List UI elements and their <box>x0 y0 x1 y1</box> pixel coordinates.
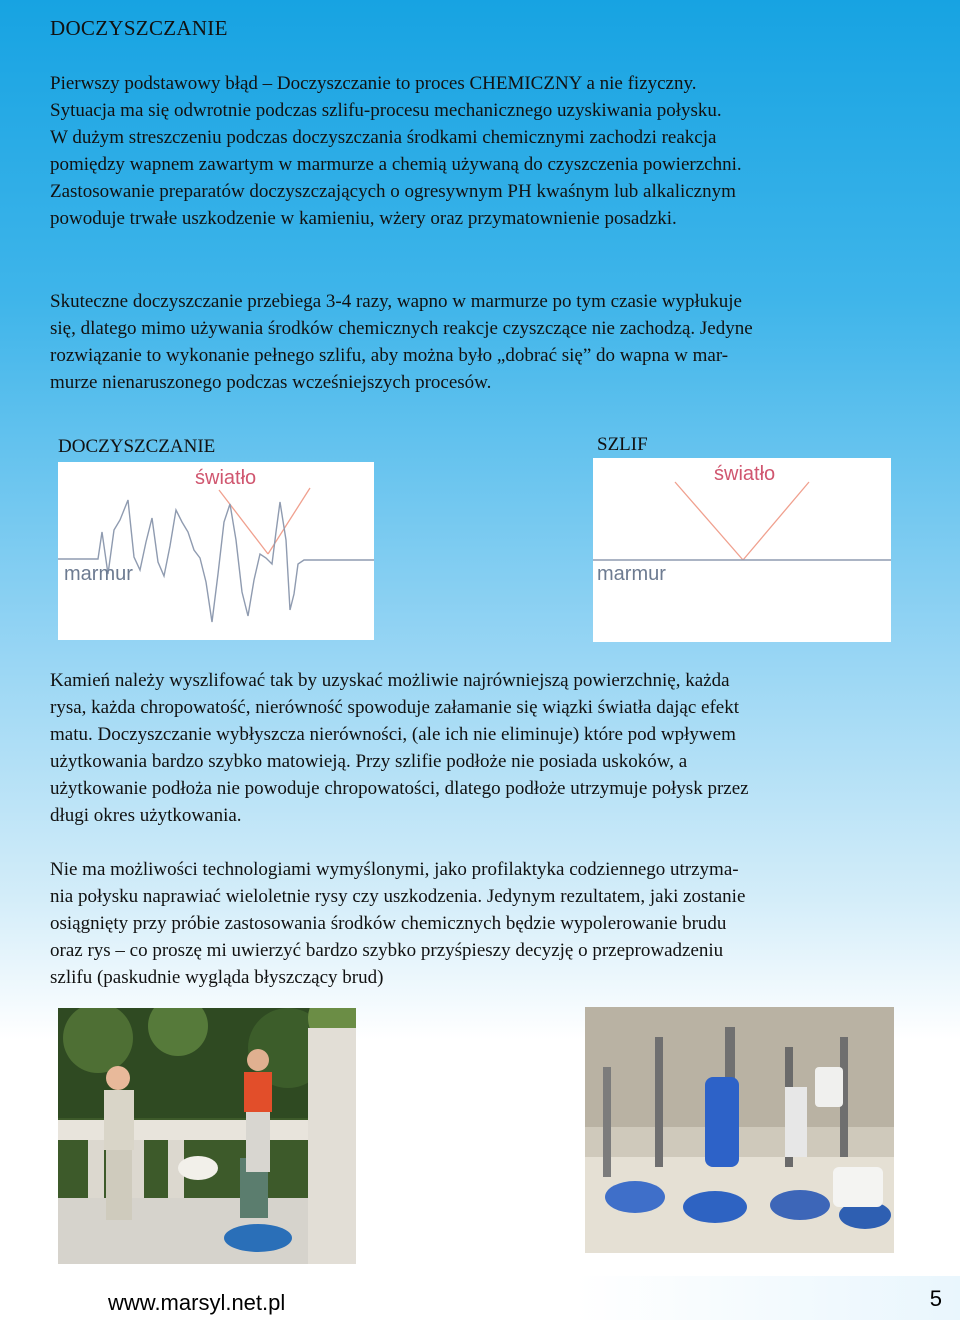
text-line: Kamień należy wyszlifować tak by uzyskać możliwie najrówniejszą powierzchnię, każda <box>50 670 730 691</box>
photo-machines-svg <box>585 1007 894 1253</box>
photo-grinding-machines <box>585 1007 894 1253</box>
text-line: Skuteczne doczyszczanie przebiega 3-4 razy, wapno w marmurze po tym czasie wypłukuje <box>50 291 742 312</box>
incident-ray <box>675 482 743 560</box>
text-line: matu. Doczyszczanie wybłyszcza nierówności, (ale ich nie eliminuje) które pod wpływem <box>50 724 736 745</box>
text-line: osiągnięty przy próbie zastosowania środków chemicznych będzie wypolerowanie brudu <box>50 913 727 934</box>
footer-website[interactable]: www.marsyl.net.pl <box>108 1290 286 1315</box>
paragraph-cleaning <box>50 288 910 396</box>
text-line: użytkowanie podłoża nie powoduje chropowatości, dlatego podłoże utrzymuje połysk przez <box>50 778 749 799</box>
text-line: długi okres użytkowania. <box>50 805 242 826</box>
text-line: rysa, każda chropowatość, nierówność spowoduje załamanie się wiązki światła dając efekt <box>50 697 740 718</box>
diagram-rough-surface <box>58 462 374 640</box>
text-line: użytkowania bardzo szybko matowieją. Przy szlifie podłoże nie posiada uskoków, a <box>50 751 688 772</box>
page-heading: DOCZYSZCZANIE <box>50 16 228 40</box>
text-line: W dużym streszczeniu podczas doczyszczania środkami chemicznymi zachodzi reakcja <box>50 127 717 148</box>
diagram-right-label: SZLIF <box>597 434 648 455</box>
text-line: murze nienaruszonego podczas wcześniejszych procesów. <box>50 372 492 393</box>
paragraph-intro <box>50 70 910 232</box>
page-number: 5 <box>929 1286 942 1311</box>
text-line: Nie ma możliwości technologiami wymyślonymi, jako profilaktyka codziennego utrzyma- <box>50 859 739 880</box>
text-line: szlifu (paskudnie wygląda błyszczący brud) <box>50 967 384 988</box>
surface-label: marmur <box>64 563 133 585</box>
paragraph-grinding <box>50 667 910 829</box>
text-line: oraz rys – co proszę mi uwierzyć bardzo szybko przyśpieszy decyzję o przeprowadzeniu <box>50 940 724 961</box>
light-label: światło <box>195 467 257 489</box>
surface-profile-line <box>58 500 374 622</box>
text-line: pomiędzy wapnem zawartym w marmurze a chemią używaną do czyszczenia powierzchni. <box>50 154 742 175</box>
text-line: Zastosowanie preparatów doczyszczających o ogresywnym PH kwaśnym lub alkalicznym <box>50 181 736 202</box>
text-line: Pierwszy podstawowy błąd – Doczyszczanie to proces CHEMICZNY a nie fizyczny. <box>50 73 697 94</box>
text-line: Sytuacja ma się odwrotnie podczas szlifu-procesu mechanicznego uzyskiwania połysku. <box>50 100 722 121</box>
incident-ray <box>219 490 268 554</box>
reflected-ray <box>743 482 809 560</box>
text-line: się, dlatego mimo używania środków chemicznych reakcje czyszczące nie zachodzą. Jedyne <box>50 318 753 339</box>
diagram-smooth-surface <box>593 458 891 642</box>
text-line: rozwiązanie to wykonanie pełnego szlifu, aby można było „dobrać się” do wapna w mar- <box>50 345 729 366</box>
paragraph-conclusion <box>50 856 910 991</box>
photo-workers-balcony <box>58 1008 356 1264</box>
photo-workers-svg <box>58 1008 356 1264</box>
diagram-left-label: DOCZYSZCZANIE <box>58 436 216 457</box>
diagram-smooth-svg <box>593 458 891 642</box>
text-line: nia połysku naprawiać wieloletnie rysy czy uszkodzenia. Jedynym rezultatem, jaki zostanie <box>50 886 746 907</box>
surface-label: marmur <box>597 563 666 585</box>
light-label: światło <box>714 463 776 485</box>
diagram-rough-svg <box>58 462 374 640</box>
text-line: powoduje trwałe uszkodzenie w kamieniu, wżery oraz przymatownienie posadzki. <box>50 208 677 229</box>
